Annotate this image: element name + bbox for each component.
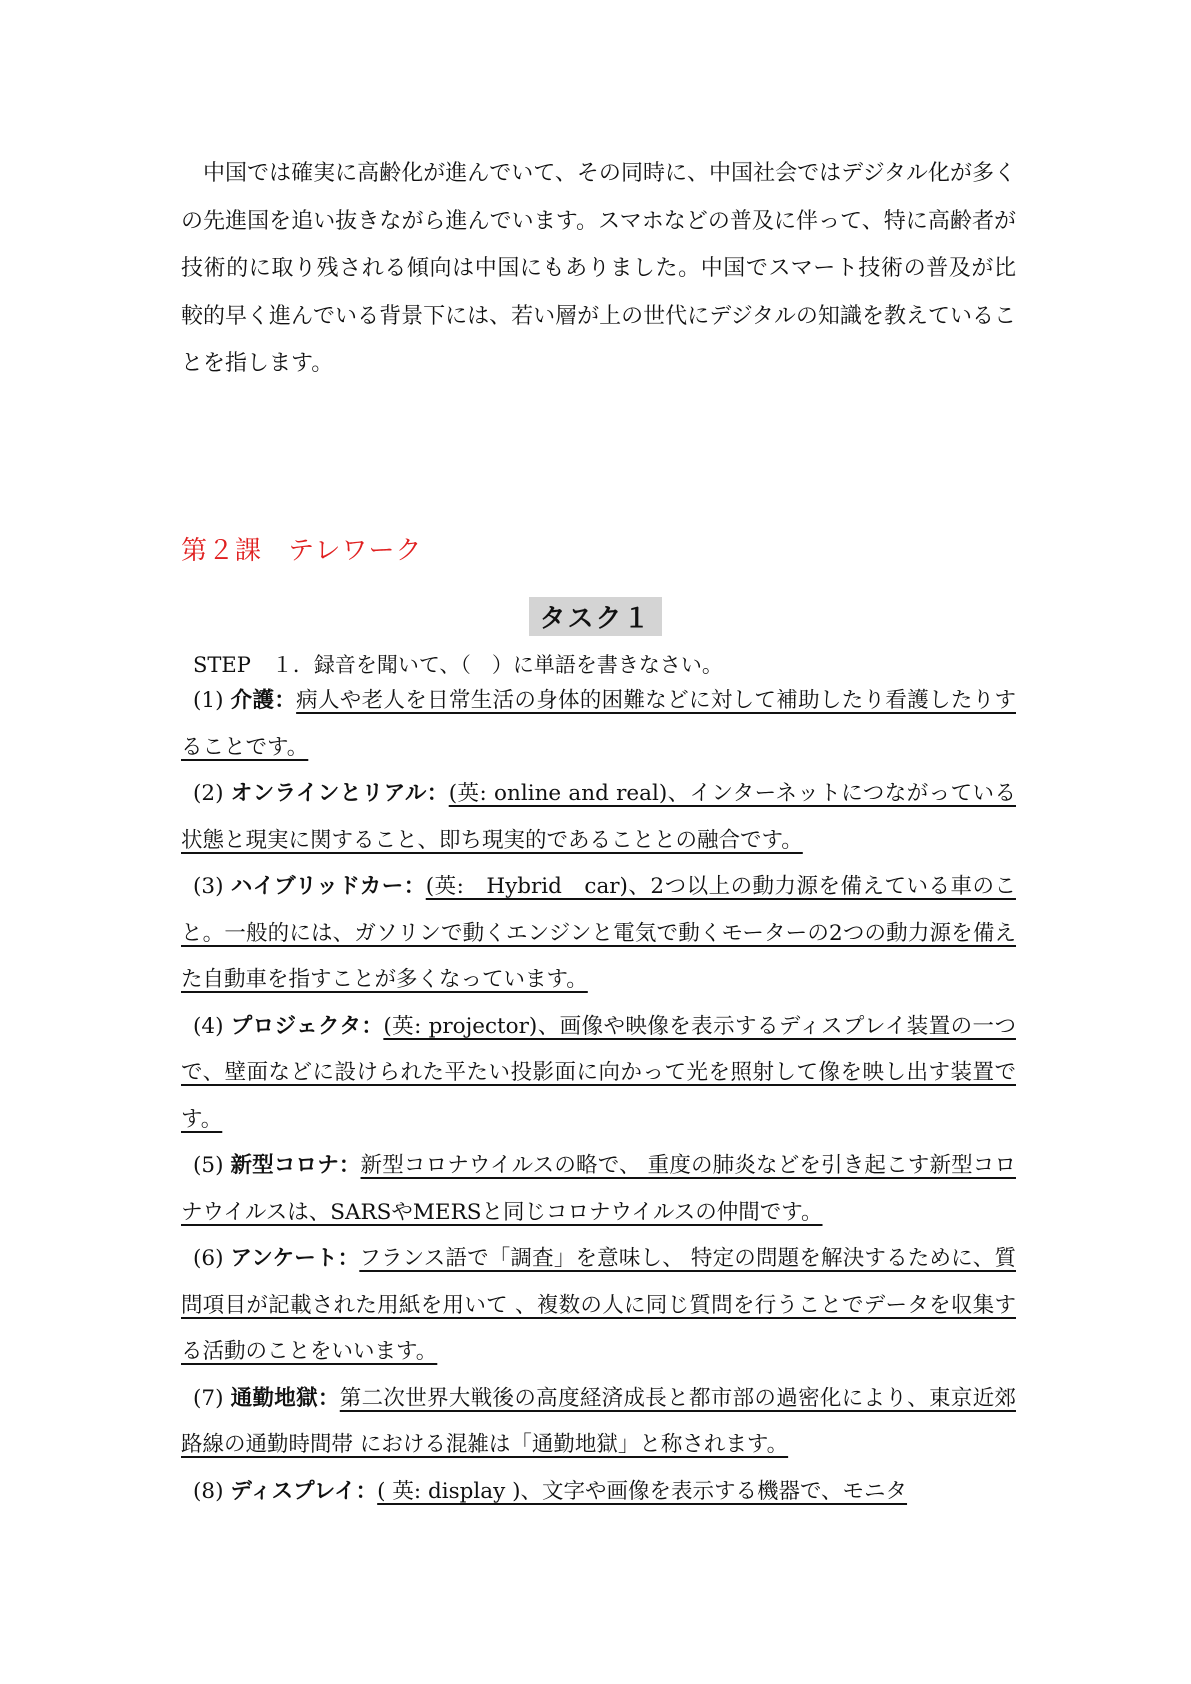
term-definition: 新型コロナウイルスの略で、 重度の肺炎などを引き起こす新型コロナウイルスは、SARSやMERSと同じコロナウイルスの仲間です。 bbox=[181, 1153, 1016, 1225]
term-number: (5) bbox=[193, 1153, 224, 1178]
term-item bbox=[181, 771, 1016, 864]
term-definition: 病人や老人を日常生活の身体的困難などに対して補助したり看護したりすることです。 bbox=[181, 688, 1016, 760]
term-number: (2) bbox=[193, 781, 224, 806]
lesson-heading bbox=[181, 530, 423, 567]
term-item bbox=[181, 1143, 1016, 1236]
term-item bbox=[181, 1004, 1016, 1144]
term-number: (1) bbox=[193, 688, 224, 713]
term-item bbox=[181, 1376, 1016, 1469]
term-item bbox=[181, 678, 1016, 771]
term-definition: 第二次世界大戦後の高度経済成長と都市部の過密化により、東京近郊路線の通勤時間帯 における混雑は「通勤地獄」と称されます。 bbox=[181, 1385, 1016, 1457]
intro-paragraph: 中国では確実に高齢化が進んでいて、その同時に、中国社会ではデジタル化が多くの先進国を追い抜きながら進んでいます。スマホなどの普及に伴って、特に高齢者が技術的に取り残される傾向は中国にもありました。中国でスマート技術の普及が比較的早く進んでいる背景下には、若い層が上の世代にデジタルの知識を教えていることを指します。 bbox=[181, 161, 1016, 376]
term-definition: (英: online and real)、インターネットにつながっている状態と現実に関すること、即ち現実的であることとの融合です。 bbox=[181, 781, 1016, 853]
term-number: (6) bbox=[193, 1246, 224, 1271]
term-item bbox=[181, 1469, 1016, 1516]
term-item bbox=[181, 864, 1016, 1004]
term-name: プロジェクタ： bbox=[230, 1013, 384, 1039]
term-number: (8) bbox=[193, 1478, 224, 1504]
term-name: アンケート： bbox=[230, 1246, 360, 1271]
term-definition: (英: projector)、画像や映像を表示するディスプレイ装置の一つで、壁面などに設けられた平たい投影面に向かって光を照射して像を映し出す装置です。 bbox=[181, 1013, 1016, 1132]
term-definition: ( 英: display )、文字や画像を表示する機器で、モニタ bbox=[377, 1478, 908, 1504]
term-name: 通勤地獄： bbox=[230, 1385, 340, 1411]
term-list bbox=[181, 678, 1016, 1515]
term-number: (7) bbox=[193, 1385, 224, 1411]
term-definition: フランス語で「調査」を意味し、 特定の問題を解決するために、質問項目が記載された用紙を用いて 、複数の人に同じ質問を行うことでデータを収集する活動のことをいいます。 bbox=[181, 1246, 1016, 1364]
term-name: 新型コロナ： bbox=[230, 1153, 361, 1178]
term-definition: (英: Hybrid car)、2つ以上の動力源を備えている車のこと。一般的には、ガソリンで動くエンジンと電気で動くモーターの2つの動力源を備えた自動車を指すことが多くなっています。 bbox=[181, 874, 1016, 992]
step-instruction: STEP １．録音を聞いて、（ ）に単語を書きなさい。 bbox=[193, 653, 723, 677]
task-heading: タスク１ bbox=[529, 597, 661, 636]
term-number: (4) bbox=[193, 1013, 224, 1039]
task-heading-row bbox=[0, 597, 1191, 636]
lesson-title: テレワーク bbox=[288, 536, 423, 566]
term-name: 介護： bbox=[230, 688, 297, 713]
term-name: ハイブリッドカー： bbox=[230, 874, 426, 899]
term-name: オンラインとリアル： bbox=[230, 781, 449, 806]
term-name: ディスプレイ： bbox=[230, 1478, 378, 1504]
term-number: (3) bbox=[193, 874, 224, 899]
term-item bbox=[181, 1236, 1016, 1376]
lesson-number: 第２課 bbox=[181, 536, 263, 566]
